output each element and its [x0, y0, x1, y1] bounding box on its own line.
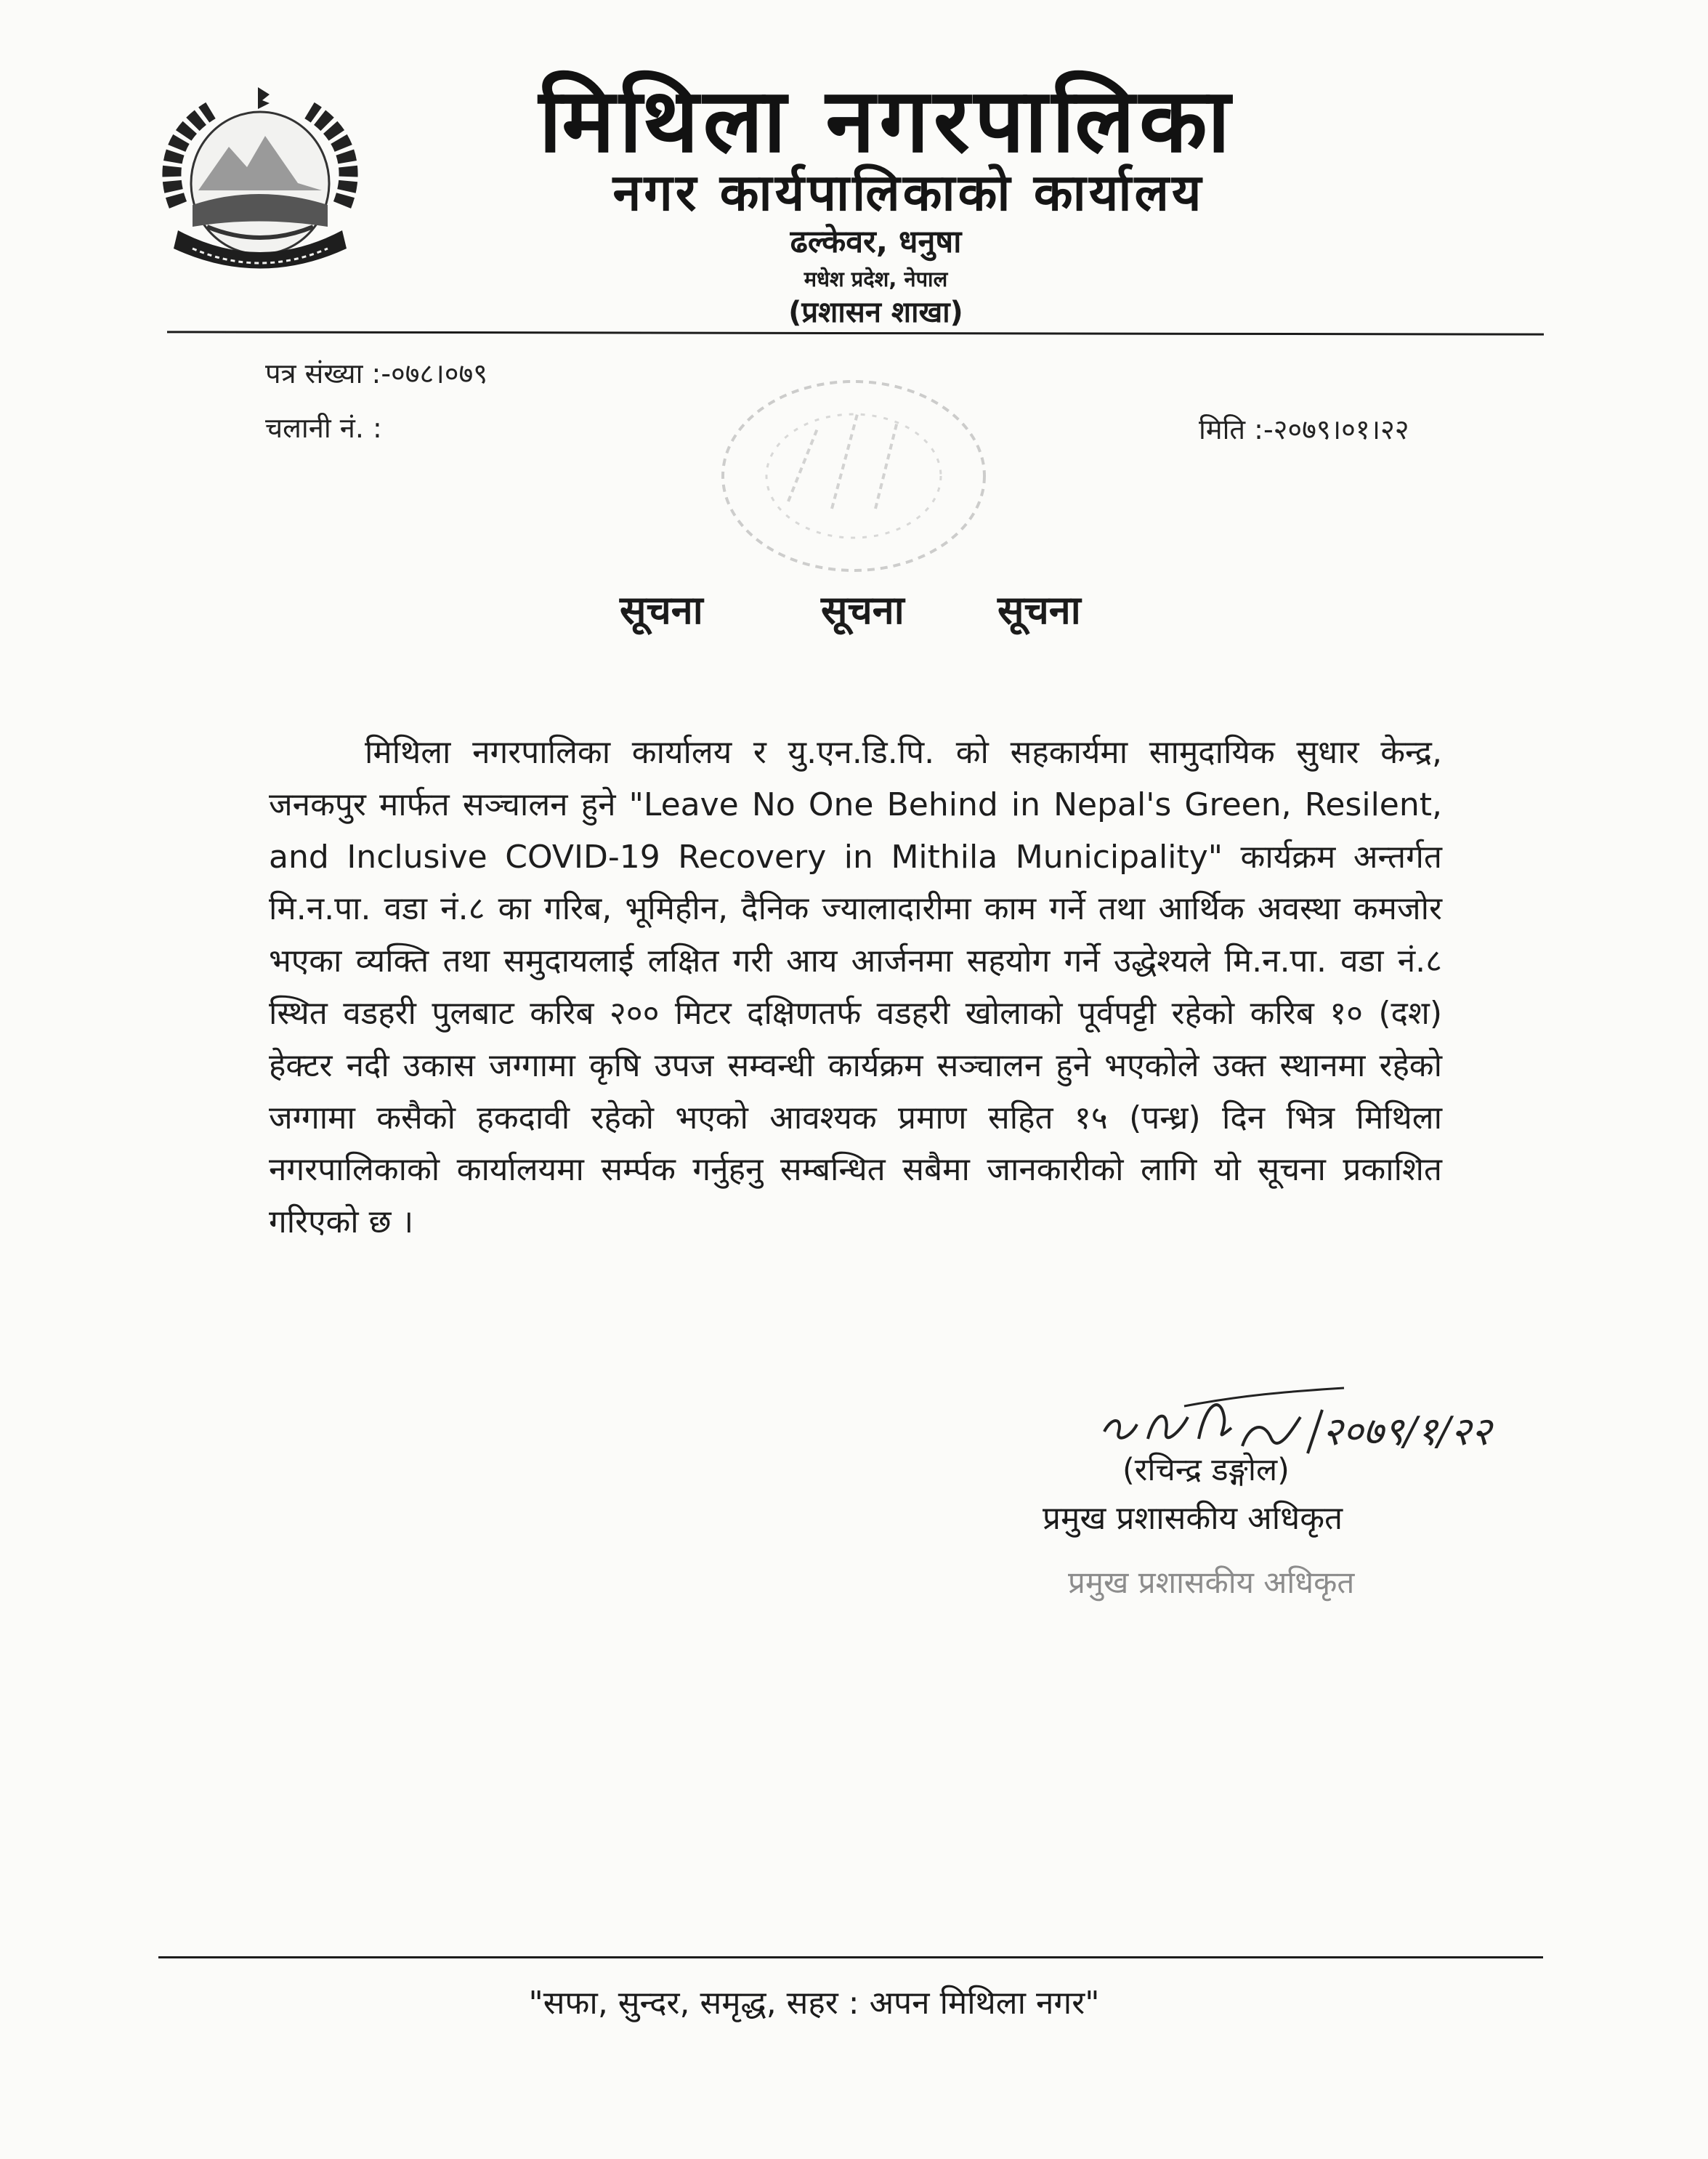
notice-heading-2: सूचना — [821, 587, 904, 633]
notice-heading-1: सूचना — [620, 587, 703, 633]
office-stamp-icon — [708, 371, 999, 581]
signatory-title: प्रमुख प्रशासकीय अधिकृत — [1043, 1500, 1343, 1537]
handwritten-date: २०७९/१/२२ — [1322, 1408, 1492, 1454]
footer-divider — [158, 1956, 1543, 1958]
letterhead-title: मिथिला नगरपालिका — [538, 69, 1235, 172]
notice-heading-3: सूचना — [997, 587, 1081, 633]
header-divider — [167, 331, 1544, 335]
notice-heading — [0, 587, 1599, 638]
letter-date: मिति :-२०७९।०१।२२ — [1199, 413, 1409, 445]
letter-number: पत्र संख्या :-०७८।०७९ — [265, 358, 487, 390]
letterhead-branch: (प्रशासन शाखा) — [788, 296, 963, 329]
signatory-stamp: प्रमुख प्रशासकीय अधिकृत — [1068, 1565, 1355, 1600]
footer-slogan: "सफा, सुन्दर, समृद्ध, सहर : अपन मिथिला नगर" — [528, 1985, 1100, 2022]
notice-body: मिथिला नगरपालिका कार्यालय र यु.एन.डि.पि. को सहकार्यमा सामुदायिक सुधार केन्द्र, जनकपुर मार्फत सञ्चालन हुने "Leave No One Behind in Nepal's Green, Resilent, and Inclusive COVID-19 Recovery in Mithila Municipality" कार्यक्रम अन्तर्गत मि.न.पा. वडा नं.८ का गरिब, भूमिहीन, दैनिक ज्यालादारीमा काम गर्ने तथा आर्थिक अवस्था कमजोर भएका व्यक्ति तथा समुदायलाई लक्षित गरी आय आर्जनमा सहयोग गर्ने उद्धेश्यले मि.न.पा. वडा नं.८ स्थित वडहरी पुलबाट करिब २०० मिटर दक्षिणतर्फ वडहरी खोलाको पूर्वपट्टी रहेको करिब १० (दश) हेक्टर नदी उकास जग्गामा कृषि उपज सम्वन्धी कार्यक्रम सञ्चालन हुने भएकोले उक्त स्थानमा रहेको जग्गामा कसैको हकदावी रहेको भएको आवश्यक प्रमाण सहित १५ (पन्ध्र) दिन भित्र मिथिला नगरपालिकाको कार्यालयमा सर्म्पक गर्नुहनु सम्बन्धित सबैमा जानकारीको लागि यो सूचना प्रकाशित गरिएको छ । — [269, 734, 1442, 1241]
dispatch-number: चलानी नं. : — [265, 412, 382, 444]
letterhead-province: मधेश प्रदेश, नेपाल — [804, 267, 948, 291]
letterhead-subtitle: नगर कार्यपालिकाको कार्यालय — [612, 163, 1205, 222]
signatory-name: (रचिन्द्र डङ्गोल) — [1122, 1452, 1290, 1488]
letterhead-address: ढल्केवर, धनुषा — [790, 224, 962, 260]
